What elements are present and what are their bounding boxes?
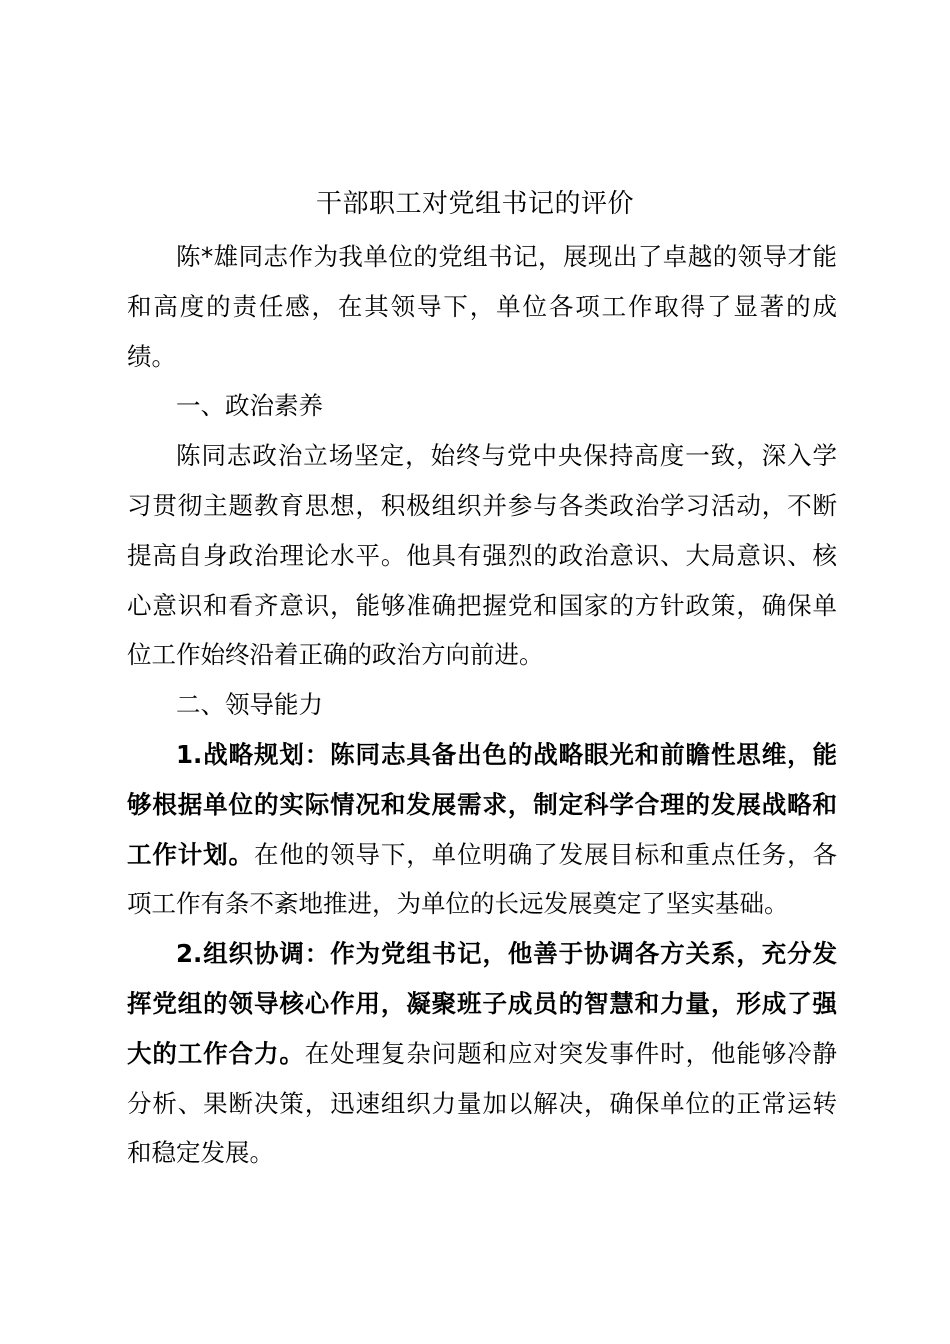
coordination-text: 在处理复杂问题和应对突发事件时，他能够冷静分析、果断决策，迅速组织力量加以解决，确保单位的正常运转和稳定发展。 (127, 1038, 838, 1168)
strategy-text: 在他的领导下，单位明确了发展目标和重点任务，各项工作有条不紊地推进，为单位的长远发展奠定了坚实基础。 (127, 839, 838, 919)
strategy-bold-text: 1.战略规划：陈同志具备出色的战略眼光和前瞻性思维，能够根据单位的实际情况和发展需求，制定科学合理的发展战略和工作计划。 (127, 739, 837, 869)
section2-heading: 二、领导能力 (176, 690, 323, 720)
document-title: 干部职工对党组书记的评价 (315, 189, 634, 219)
section1-heading: 一、政治素养 (176, 391, 323, 421)
strategy-paragraph (127, 730, 837, 929)
coordination-bold-text: 2.组织协调：作为党组书记，他善于协调各方关系，充分发挥党组的领导核心作用，凝聚班子成员的智慧和力量，形成了强大的工作合力。 (127, 939, 837, 1068)
coordination-paragraph (127, 929, 837, 1178)
intro-paragraph: 陈*雄同志作为我单位的党组书记，展现出了卓越的领导才能和高度的责任感，在其领导下，单位各项工作取得了显著的成绩。 (127, 242, 837, 371)
document-body (127, 232, 837, 1178)
section1-paragraph: 陈同志政治立场坚定，始终与党中央保持高度一致，深入学习贯彻主题教育思想，积极组织并参与各类政治学习活动，不断提高自身政治理论水平。他具有强烈的政治意识、大局意识、核心意识和看齐意识，能够准确把握党和国家的方针政策，确保单位工作始终沿着正确的政治方向前进。 (127, 441, 837, 670)
